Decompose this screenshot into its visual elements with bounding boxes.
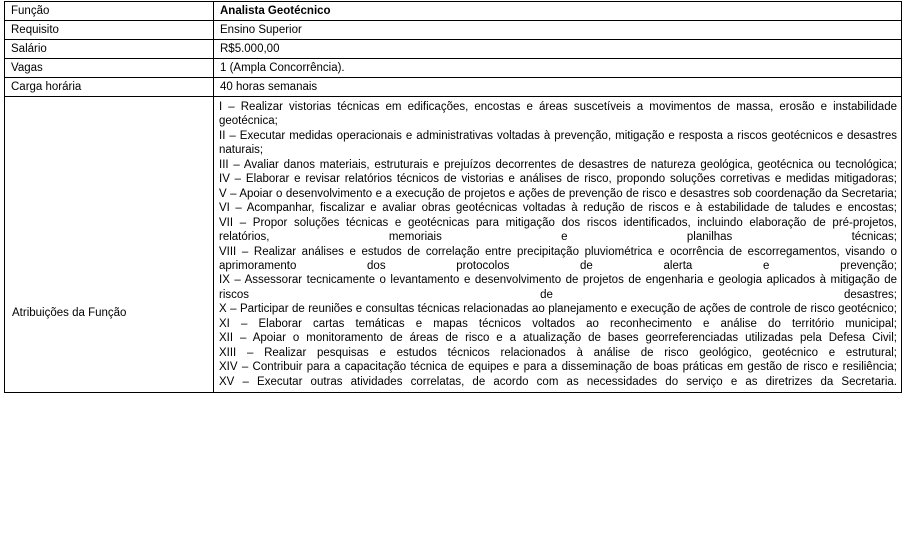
row-label-requisito: Requisito	[11, 24, 59, 36]
attributions-list	[214, 97, 901, 392]
row-value-cell-atribuicoes	[214, 97, 902, 393]
row-value-salario: R$5.000,00	[220, 43, 280, 55]
row-label-cell-atribuicoes	[5, 97, 214, 393]
row-value-cell-funcao	[214, 2, 902, 21]
attribution-item: IX – Assessorar tecnicamente o levantamento e desenvolvimento de projetos de engenharia e geologia aplicados à mitigação de riscos de desastres;	[219, 274, 897, 301]
row-label-cell-vagas	[5, 59, 214, 78]
row-label-cell-carga-horaria	[5, 78, 214, 97]
row-value-vagas: 1 (Ampla Concorrência).	[220, 62, 345, 74]
row-label-cell-funcao	[5, 2, 214, 21]
attribution-item: IV – Elaborar e revisar relatórios técnicos de vistorias e análises de risco, propondo soluções corretivas e medidas mitigadoras;	[219, 173, 897, 186]
row-label-carga-horaria: Carga horária	[11, 81, 82, 93]
table-row-carga-horaria	[5, 78, 902, 97]
row-value-cell-carga-horaria	[214, 78, 902, 97]
attribution-item: XIII – Realizar pesquisas e estudos técnicos relacionados à análise de risco geológico, geotécnico e estrutural;	[219, 346, 897, 359]
row-label-funcao: Função	[11, 5, 50, 17]
row-label-vagas: Vagas	[11, 62, 43, 74]
attribution-item: VIII – Realizar análises e estudos de correlação entre precipitação pluviométrica e ocorrência de escorregamentos, visando o aprimoramento dos protocolos de alerta e prevenção;	[219, 245, 897, 272]
row-value-carga-horaria: 40 horas semanais	[220, 81, 318, 93]
row-value-cell-vagas	[214, 59, 902, 78]
row-label-cell-salario	[5, 40, 214, 59]
attribution-item: VII – Propor soluções técnicas e geotécnicas para mitigação dos riscos identificados, incluindo elaboração de pré-projetos, relatórios, memoriais e planilhas técnicas;	[219, 216, 897, 244]
attribution-item: XII – Apoiar o monitoramento de áreas de risco e a atualização de bases georreferenciadas utilizadas pela Defesa Civil;	[219, 332, 897, 345]
attribution-item: VI – Acompanhar, fiscalizar e avaliar obras geotécnicas voltadas à redução de riscos e à estabilidade de taludes e encostas;	[219, 202, 897, 215]
table-row-atribuicoes	[5, 97, 902, 393]
row-label-salario: Salário	[11, 43, 47, 55]
attribution-item: X – Participar de reuniões e consultas técnicas relacionadas ao planejamento e execução de ações de controle de risco geotécnico;	[219, 303, 897, 316]
attribution-item: II – Executar medidas operacionais e administrativas voltadas à prevenção, mitigação e resposta a riscos geotécnicos e desastres naturais;	[219, 129, 897, 157]
table-row-salario	[5, 40, 902, 59]
row-value-funcao: Analista Geotécnico	[220, 5, 331, 17]
row-value-cell-salario	[214, 40, 902, 59]
row-label-cell-requisito	[5, 21, 214, 40]
job-position-table	[4, 1, 902, 393]
attribution-item: XI – Elaborar cartas temáticas e mapas técnicos voltados ao reconhecimento e análise do território municipal;	[219, 317, 897, 330]
row-label-atribuicoes: Atribuições da Função	[12, 307, 127, 319]
table-body	[5, 2, 902, 393]
table-row-vagas	[5, 59, 902, 78]
attribution-item: I – Realizar vistorias técnicas em edificações, encostas e áreas suscetíveis a movimentos de massa, erosão e instabilidade geotécnica;	[219, 101, 897, 128]
row-value-cell-requisito	[214, 21, 902, 40]
row-value-requisito: Ensino Superior	[220, 24, 302, 36]
attribution-item: XIV – Contribuir para a capacitação técnica de equipes e para a disseminação de boas práticas em gestão de risco e resiliência;	[219, 361, 897, 374]
table-row-funcao	[5, 2, 902, 21]
table-row-requisito	[5, 21, 902, 40]
attribution-item: III – Avaliar danos materiais, estruturais e prejuízos decorrentes de desastres de natureza geológica, geotécnica ou tecnológica;	[219, 158, 897, 171]
attribution-item: XV – Executar outras atividades correlatas, de acordo com as necessidades do serviço e as diretrizes da Secretaria.	[219, 375, 897, 388]
attribution-item: V – Apoiar o desenvolvimento e a execução de projetos e ações de prevenção de risco e desastres sob coordenação da Secretaria;	[219, 187, 897, 200]
